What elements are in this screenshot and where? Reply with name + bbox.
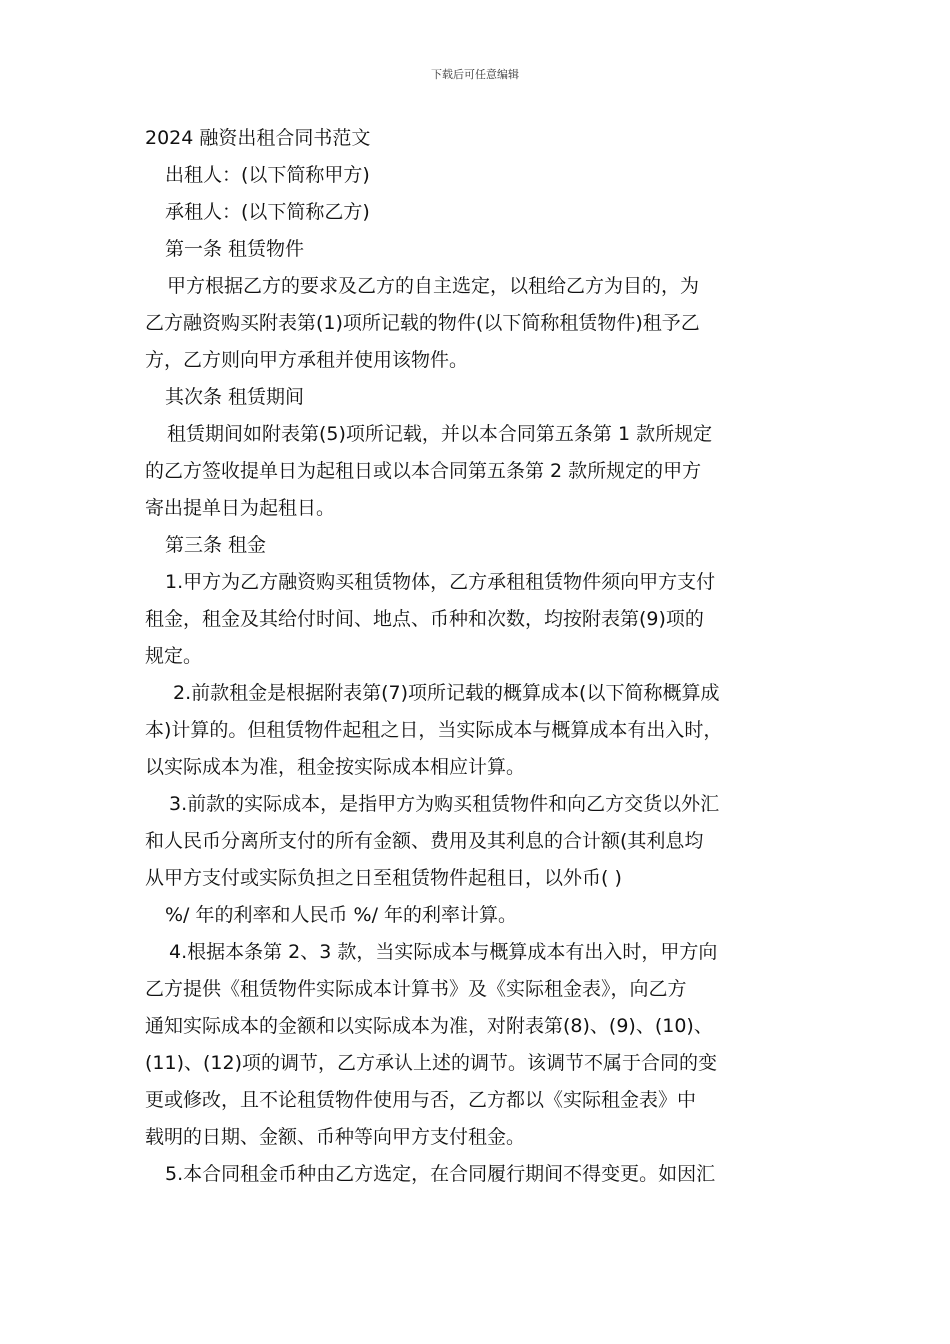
clause-line: 本)计算的。但租赁物件起租之日，当实际成本与概算成本有出入时， — [145, 719, 723, 741]
paragraph-line: 的乙方签收提单日为起租日或以本合同第五条第 2 款所规定的甲方 — [145, 460, 702, 482]
document-title: 2024 融资出租合同书范文 — [145, 127, 371, 149]
clause-line: 载明的日期、金额、币种等向甲方支付租金。 — [145, 1126, 526, 1148]
clause-line: 通知实际成本的金额和以实际成本为准，对附表第(8)、(9)、(10)、 — [145, 1015, 713, 1037]
article-3-heading: 第三条 租金 — [165, 534, 267, 556]
clause-line: 更或修改，且不论租赁物件使用与否，乙方都以《实际租金表》中 — [145, 1089, 697, 1111]
clause-line: %/ 年的利率和人民币 %/ 年的利率计算。 — [165, 904, 518, 926]
article-1-heading: 第一条 租赁物件 — [165, 238, 305, 260]
clause-line: 租金，租金及其给付时间、地点、币种和次数，均按附表第(9)项的 — [145, 608, 704, 630]
lessee-line: 承租人：(以下简称乙方) — [165, 201, 370, 223]
clause-line: 从甲方支付或实际负担之日至租赁物件起租日，以外币( ) — [145, 867, 622, 889]
clause-line: 1.甲方为乙方融资购买租赁物体，乙方承租租赁物件须向甲方支付 — [165, 571, 716, 593]
paragraph-line: 方，乙方则向甲方承租并使用该物件。 — [145, 349, 469, 371]
header-note: 下载后可任意编辑 — [431, 68, 519, 81]
paragraph-line: 寄出提单日为起租日。 — [145, 497, 336, 519]
paragraph-line: 乙方融资购买附表第(1)项所记载的物件(以下简称租赁物件)租予乙 — [145, 312, 700, 334]
paragraph-line: 甲方根据乙方的要求及乙方的自主选定，以租给乙方为目的，为 — [167, 275, 700, 297]
clause-line: 规定。 — [145, 645, 203, 667]
article-2-heading: 其次条 租赁期间 — [165, 386, 305, 408]
clause-line: 和人民币分离所支付的所有金额、费用及其利息的合计额(其利息均 — [145, 830, 704, 852]
clause-line: 3.前款的实际成本，是指甲方为购买租赁物件和向乙方交货以外汇 — [169, 793, 720, 815]
clause-line: 5.本合同租金币种由乙方选定，在合同履行期间不得变更。如因汇 — [165, 1163, 716, 1185]
clause-line: 乙方提供《租赁物件实际成本计算书》及《实际租金表》，向乙方 — [145, 978, 687, 1000]
paragraph-line: 租赁期间如附表第(5)项所记载，并以本合同第五条第 1 款所规定 — [167, 423, 713, 445]
lessor-line: 出租人：(以下简称甲方) — [165, 164, 370, 186]
clause-line: (11)、(12)项的调节，乙方承认上述的调节。该调节不属于合同的变 — [145, 1052, 718, 1074]
document-body — [145, 120, 817, 1193]
clause-line: 2.前款租金是根据附表第(7)项所记载的概算成本(以下简称概算成 — [173, 682, 720, 704]
clause-line: 4.根据本条第 2、3 款，当实际成本与概算成本有出入时，甲方向 — [169, 941, 718, 963]
clause-line: 以实际成本为准，租金按实际成本相应计算。 — [145, 756, 526, 778]
